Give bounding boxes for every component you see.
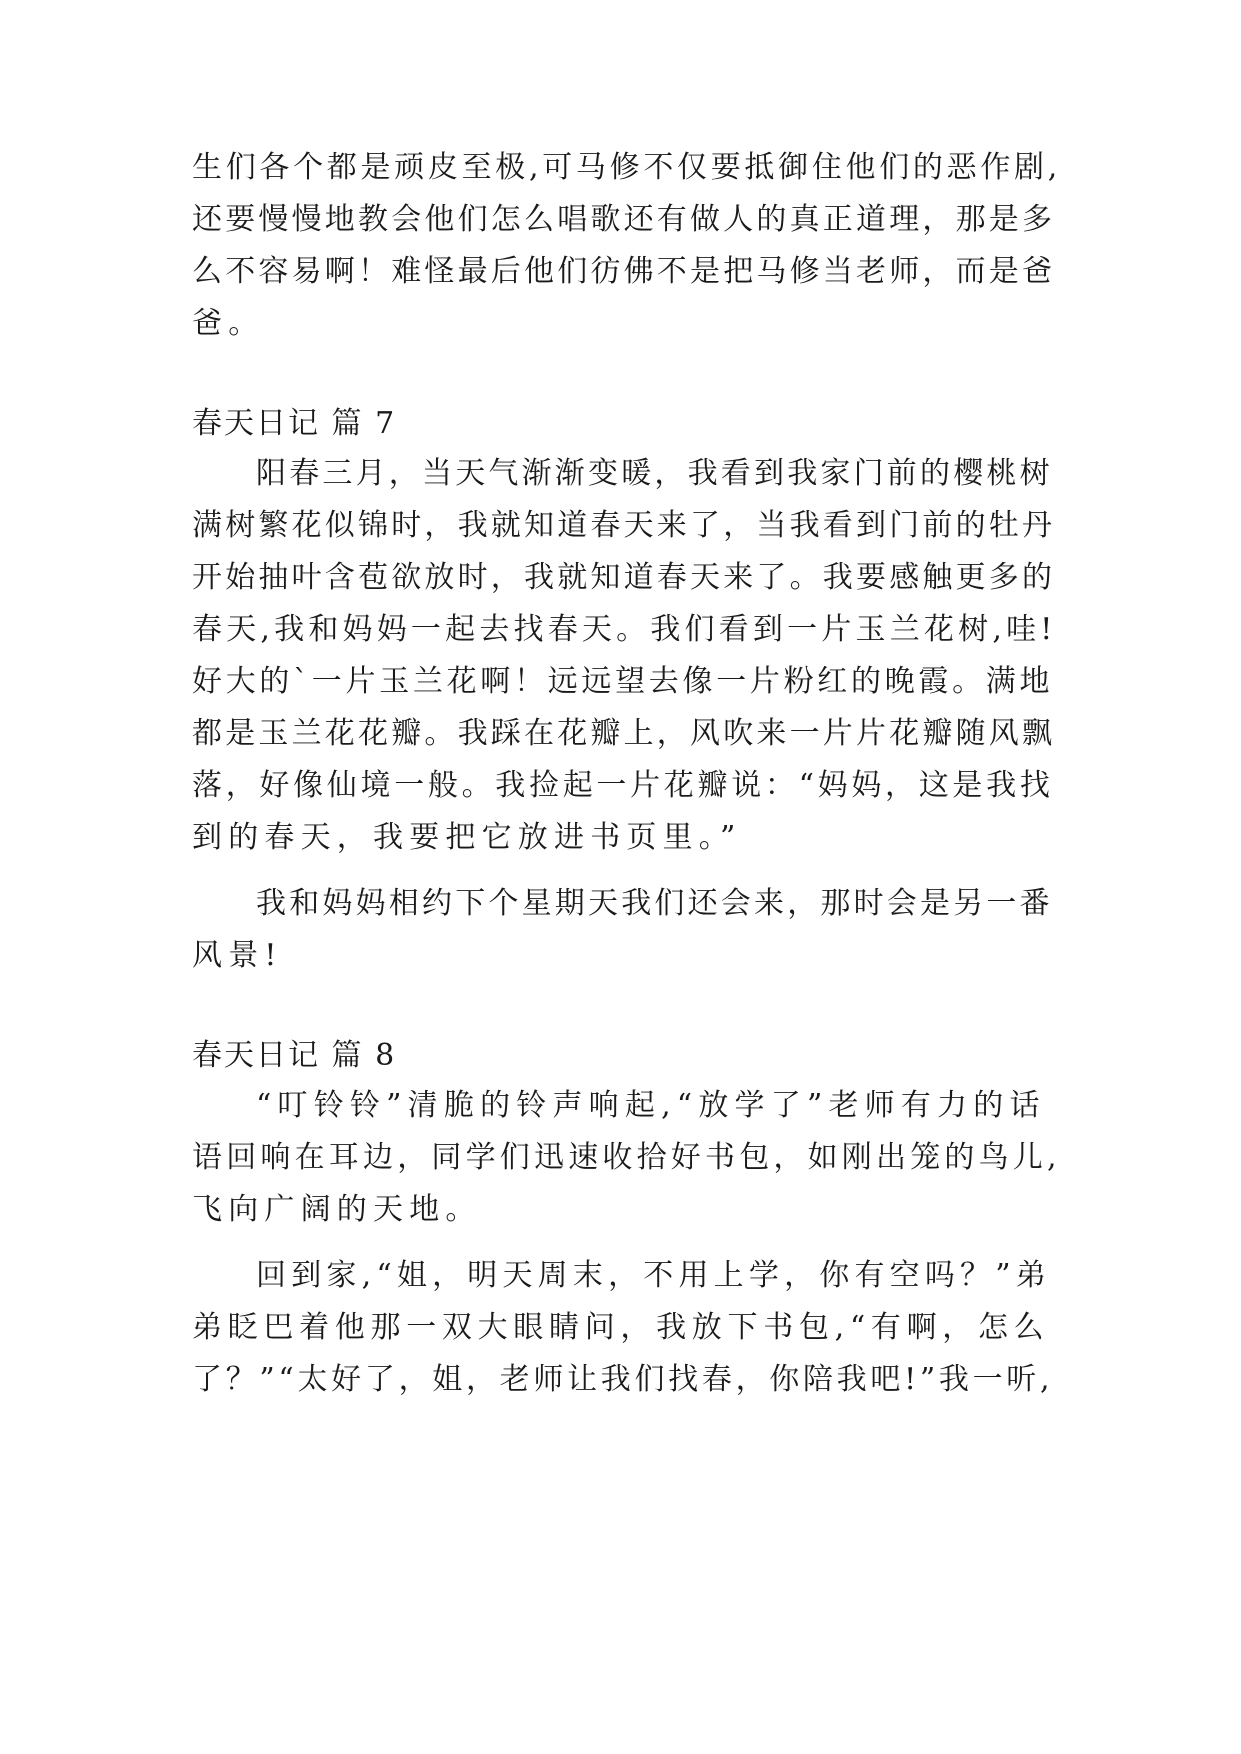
text-line: 生们各个都是顽皮至极,可马修不仅要抵御住他们的恶作剧, xyxy=(192,150,1061,185)
text-line: 风景! xyxy=(192,938,283,973)
text-line: 爸。 xyxy=(192,306,265,341)
text-line: 飞向广阔的天地。 xyxy=(192,1192,482,1227)
text-line: 春天,我和妈妈一起去找春天。我们看到一片玉兰花树,哇! xyxy=(192,612,1057,647)
text-line: 还要慢慢地教会他们怎么唱歌还有做人的真正道理，那是多 xyxy=(192,202,1056,237)
text-line: 语回响在耳边，同学们迅速收拾好书包，如刚出笼的鸟儿, xyxy=(192,1140,1061,1175)
text-line: 阳春三月，当天气渐渐变暖，我看到我家门前的樱桃树 xyxy=(256,456,1053,491)
text-line: 开始抽叶含苞欲放时，我就知道春天来了。我要感触更多的 xyxy=(192,560,1056,595)
text-line: 满树繁花似锦时，我就知道春天来了，当我看到门前的牡丹 xyxy=(192,508,1056,543)
text-line: 都是玉兰花花瓣。我踩在花瓣上，风吹来一片片花瓣随风飘 xyxy=(192,716,1056,751)
section-heading: 春天日记 篇 7 xyxy=(192,406,397,441)
text-line: 我和妈妈相约下个星期天我们还会来，那时会是另一番 xyxy=(256,886,1053,921)
text-line: 回到家,“姐，明天周末，不用上学，你有空吗？”弟 xyxy=(256,1258,1052,1293)
text-line: 到的春天，我要把它放进书页里。” xyxy=(192,820,742,855)
text-line: 了？”“太好了，姐，老师让我们找春，你陪我吧!”我一听, xyxy=(192,1362,1054,1397)
text-line: “叮铃铃”清脆的铃声响起,“放学了”老师有力的话 xyxy=(256,1088,1046,1123)
section-heading: 春天日记 篇 8 xyxy=(192,1038,397,1073)
text-line: 好大的`一片玉兰花啊！远远望去像一片粉红的晚霞。满地 xyxy=(192,664,1054,699)
text-line: 落，好像仙境一般。我捡起一片花瓣说：“妈妈，这是我找 xyxy=(192,768,1054,803)
text-line: 弟眨巴着他那一双大眼睛问，我放下书包,“有啊，怎么 xyxy=(192,1310,1050,1345)
text-line: 么不容易啊！难怪最后他们彷佛不是把马修当老师，而是爸 xyxy=(192,254,1056,289)
